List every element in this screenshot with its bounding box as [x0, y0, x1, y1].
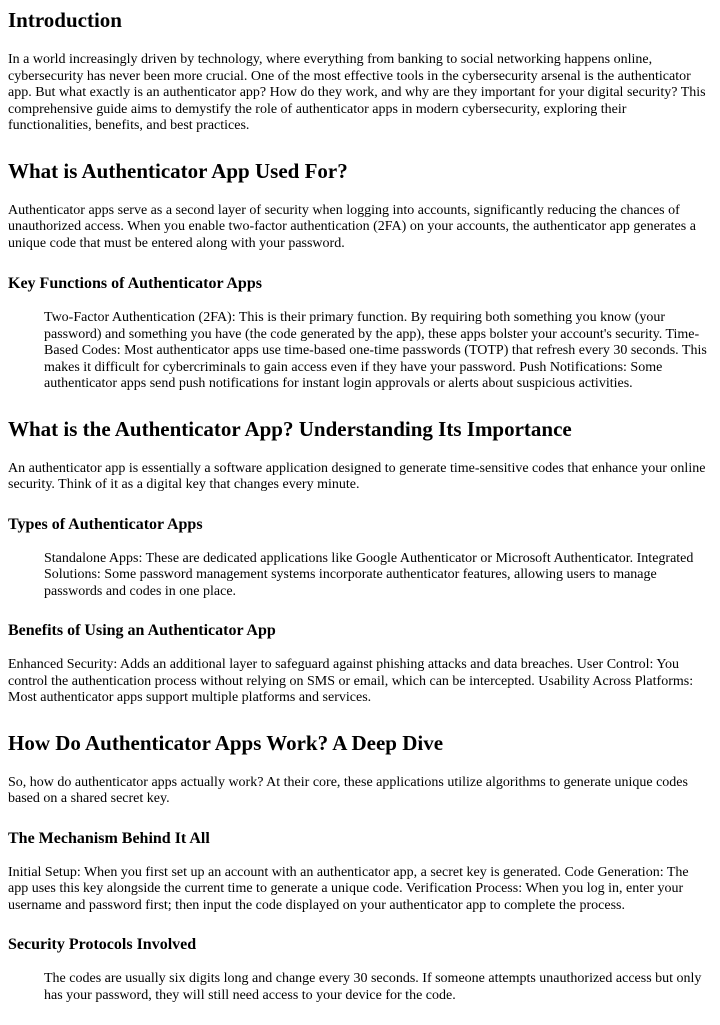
types-heading: Types of Authenticator Apps — [8, 515, 203, 533]
key-functions-heading: Key Functions of Authenticator Apps — [8, 275, 262, 292]
article — [0, 8, 720, 1004]
benefits-paragraph: Enhanced Security: Adds an additional layer to safeguard against phishing attacks and data breaches. User Control: You control the authentication process without relying on SMS or email, which can be intercepted. Usability Across Platforms: Most authenticator apps support multiple platforms and services. — [8, 657, 694, 705]
types-quote: Standalone Apps: These are dedicated applications like Google Authenticator or Microsoft Authenticator. Integrated Solutions: Some password management systems incorporate authenticator features, allowing users to manage passwords and codes in one place. — [44, 550, 694, 599]
mechanism-paragraph: Initial Setup: When you first set up an account with an authenticator app, a secret key is generated. Code Generation: The app uses this key alongside the current time to generate a unique code. Verification Process: When you log in, enter your username and password first; then input the code displayed on your authenticator app to complete the process. — [8, 864, 689, 913]
how-work-paragraph: So, how do authenticator apps actually work? At their core, these applications utilize algorithms to generate unique codes based on a shared secret key. — [8, 774, 688, 806]
how-work-heading: How Do Authenticator Apps Work? A Deep Dive — [8, 730, 444, 755]
mechanism-heading: The Mechanism Behind It All — [8, 829, 210, 847]
importance-heading: What is the Authenticator App? Understanding Its Importance — [8, 416, 572, 441]
intro-heading: Introduction — [8, 8, 122, 32]
protocols-heading: Security Protocols Involved — [8, 936, 197, 953]
key-functions-quote: Two-Factor Authentication (2FA): This is their primary function. By requiring both something you know (your password) and something you have (the code generated by the app), these apps bolster your account's security. Time-Based Codes: Most authenticator apps use time-based one-time passwords (TOTP) that refresh every 30 seconds. This makes it difficult for cybercriminals to gain access even if they have your password. Push Notifications: Some authenticator apps send push notifications for instant login approvals or alerts about suspicious activities. — [44, 310, 707, 391]
benefits-heading: Benefits of Using an Authenticator App — [8, 622, 276, 639]
intro-paragraph: In a world increasingly driven by technology, where everything from banking to social networking happens online, cybersecurity has never been more crucial. One of the most effective tools in the cybersecurity arsenal is the authenticator app. But what exactly is an authenticator app? How do they work, and why are they important for your digital security? This comprehensive guide aims to demystify the role of authenticator apps in modern cybersecurity, exploring their functionalities, benefits, and best practices. — [8, 52, 706, 133]
protocols-quote: The codes are usually six digits long and change every 30 seconds. If someone attempts unauthorized access but only has your password, they will still need access to your device for the code. — [44, 971, 702, 1003]
used-for-heading: What is Authenticator App Used For? — [8, 158, 348, 183]
used-for-paragraph: Authenticator apps serve as a second layer of security when logging into accounts, significantly reducing the chances of unauthorized access. When you enable two-factor authentication (2FA) on your accounts, the authenticator app generates a unique code that must be entered along with your password. — [8, 202, 696, 251]
importance-paragraph: An authenticator app is essentially a software application designed to generate time-sensitive codes that enhance your online security. Think of it as a digital key that changes every minute. — [8, 460, 706, 492]
